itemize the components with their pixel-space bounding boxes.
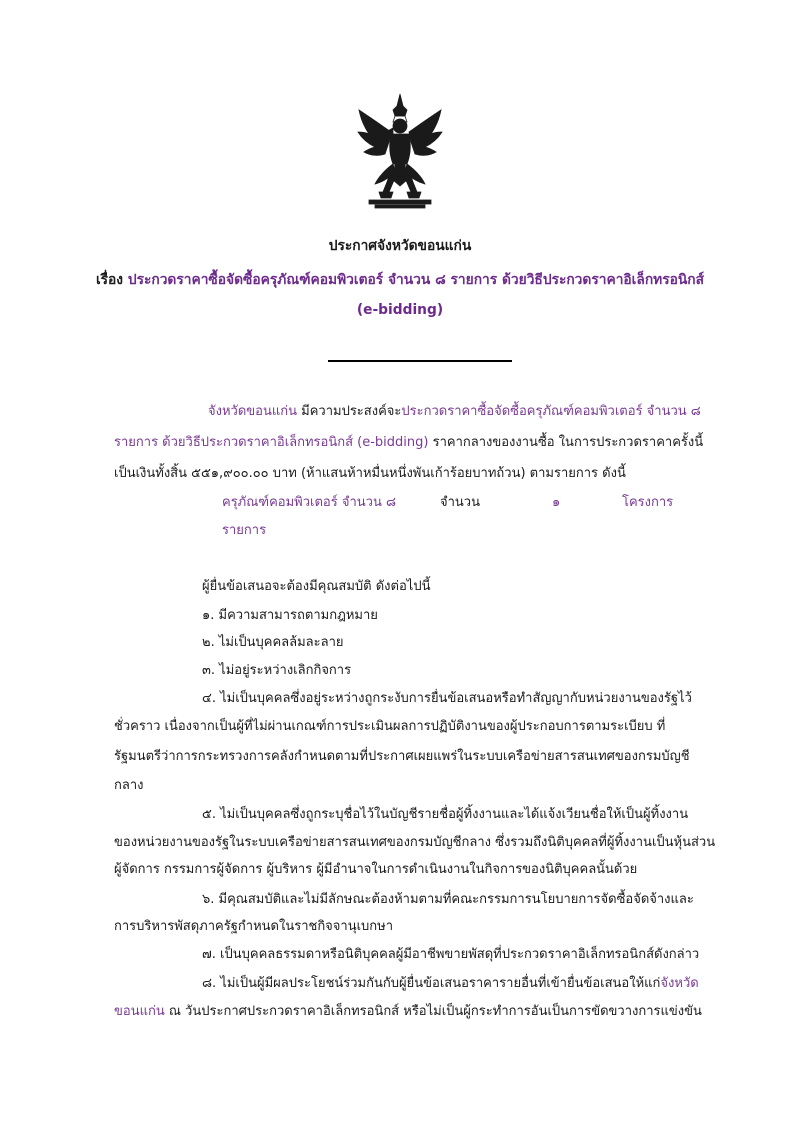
qualification-3: ๓. ไม่อยู่ระหว่างเลิกกิจการ xyxy=(202,663,352,678)
qualification-2: ๒. ไม่เป็นบุคคลล้มละลาย xyxy=(202,635,344,650)
garuda-emblem-icon xyxy=(355,92,445,210)
item-name: ครุภัณฑ์คอมพิวเตอร์ จำนวน ๘ xyxy=(222,495,397,510)
qualification-4-line-4: กลาง xyxy=(114,778,144,793)
item-qty: ๑ xyxy=(552,495,561,510)
qualification-1: ๑. มีความสามารถตามกฎหมาย xyxy=(202,608,378,623)
method-code: (e-bidding) xyxy=(356,302,444,318)
qualification-5-line-1: ๕. ไม่เป็นบุคคลซึ่งถูกระบุชื่อไว้ในบัญชีรายชื่อผู้ทิ้งงานและได้แจ้งเวียนชื่อให้เป็นผู้ทิ้งงาน xyxy=(202,807,689,822)
intro-line-1: จังหวัดขอนแก่น มีความประสงค์จะประกวดราคาซื้อจัดซื้อครุภัณฑ์คอมพิวเตอร์ จำนวน ๘ xyxy=(208,404,701,419)
announcement-subject xyxy=(0,270,800,290)
title-divider xyxy=(328,360,512,362)
agency-name: จังหวัดขอนแก่น xyxy=(208,404,297,419)
qualification-8-line-1: ๘. ไม่เป็นผู้มีผลประโยชน์ร่วมกันกับผู้ยื่นข้อเสนอราคารายอื่นที่เข้ายื่นข้อเสนอให้แก่จังหวัด xyxy=(202,976,699,991)
qualification-6-line-1: ๖. มีคุณสมบัติและไม่มีลักษณะต้องห้ามตามที่คณะกรรมการนโยบายการจัดซื้อจัดจ้างและ xyxy=(202,892,694,907)
qualification-5-line-3: ผู้จัดการ กรรมการผู้จัดการ ผู้บริหาร ผู้มีอำนาจในการดำเนินงานในกิจการของนิติบุคคลนั้นด้วย xyxy=(114,862,638,877)
announcement-title: ประกาศจังหวัดขอนแก่น xyxy=(328,238,472,254)
item-name-cont: รายการ xyxy=(222,523,267,538)
qualification-8-line-2: ขอนแก่น ณ วันประกาศประกวดราคาอิเล็กทรอนิกส์ หรือไม่เป็นผู้กระทำการอันเป็นการขัดขวางการแข่งขัน xyxy=(114,1004,702,1019)
intro-line-2: รายการ ด้วยวิธีประกวดราคาอิเล็กทรอนิกส์ (e-bidding) ราคากลางของงานซื้อ ในการประกวดราคาครั้งนี้ xyxy=(114,435,704,450)
qualification-6-line-2: การบริหารพัสดุภาครัฐกำหนดในราชกิจจานุเบกษา xyxy=(114,919,394,934)
qualification-5-line-2: ของหน่วยงานของรัฐในระบบเครือข่ายสารสนเทศของกรมบัญชีกลาง ซึ่งรวมถึงนิติบุคคลที่ผู้ทิ้งงานเป็นหุ้นส่วน xyxy=(114,835,716,850)
qualification-4-line-2: ชั่วคราว เนื่องจากเป็นผู้ที่ไม่ผ่านเกณฑ์การประเมินผลการปฏิบัติงานของผู้ประกอบการตามระเบียบ ที่ xyxy=(114,719,666,734)
item-unit: โครงการ xyxy=(622,495,674,510)
item-qty-label: จำนวน xyxy=(440,495,480,510)
qualification-4-line-1: ๔. ไม่เป็นบุคคลซึ่งอยู่ระหว่างถูกระงับการยื่นข้อเสนอหรือทำสัญญากับหน่วยงานของรัฐไว้ xyxy=(202,691,692,706)
qualification-7: ๗. เป็นบุคคลธรรมดาหรือนิติบุคคลผู้มีอาชีพขายพัสดุที่ประกวดราคาอิเล็กทรอนิกส์ดังกล่าว xyxy=(202,947,700,962)
subject-label: เรื่อง xyxy=(95,272,124,288)
qualifications-heading: ผู้ยื่นข้อเสนอจะต้องมีคุณสมบัติ ดังต่อไปนี้ xyxy=(202,579,431,594)
qualification-4-line-3: รัฐมนตรีว่าการกระทรวงการคลังกำหนดตามที่ประกาศเผยแพร่ในระบบเครือข่ายสารสนเทศของกรมบัญชี xyxy=(114,749,690,764)
subject-text: ประกวดราคาซื้อจัดซื้อครุภัณฑ์คอมพิวเตอร์ จำนวน ๘ รายการ ด้วยวิธีประกวดราคาอิเล็กทรอนิกส์ xyxy=(127,272,705,288)
intro-line-3: เป็นเงินทั้งสิ้น ๕๕๑,๙๐๐.๐๐ บาท (ห้าแสนห้าหมื่นหนึ่งพันเก้าร้อยบาทถ้วน) ตามรายการ ดังนี้ xyxy=(114,466,626,481)
